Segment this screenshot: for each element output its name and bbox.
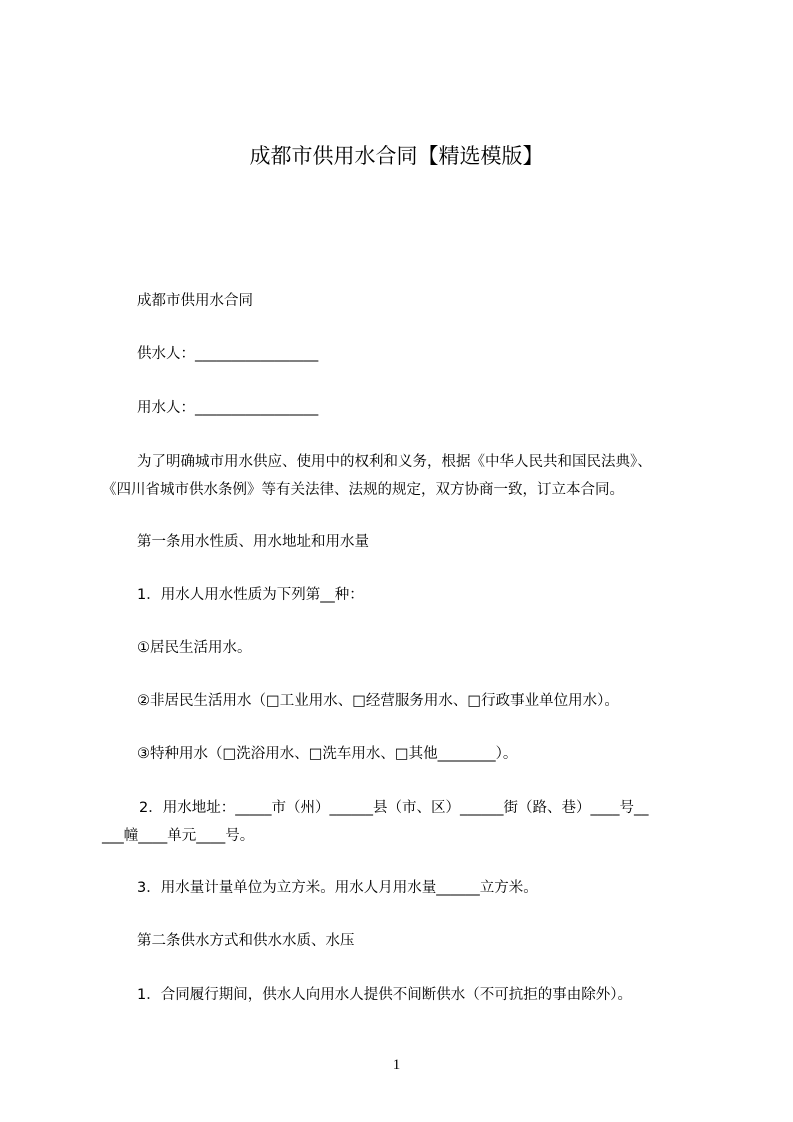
paragraph-item-1-2-line2: ___幢____单元____号。 (102, 828, 255, 844)
paragraph-option-special: ③特种用水（□洗浴用水、□洗车用水、□其他________）。 (137, 746, 518, 762)
paragraph-water-supplier: 供水人：_________________ (137, 346, 319, 362)
paragraph-item-2-1: 1．合同履行期间，供水人向用水人提供不间断供水（不可抗拒的事由除外）。 (137, 987, 632, 1003)
paragraph-article-one-heading: 第一条用水性质、用水地址和用水量 (137, 534, 369, 550)
paragraph-preamble-line2: 《四川省城市供水条例》等有关法律、法规的规定，双方协商一致，订立本合同。 (102, 482, 624, 498)
paragraph-item-1-3: 3．用水量计量单位为立方米。用水人月用水量______立方米。 (137, 880, 538, 896)
paragraph-preamble-line1: 为了明确城市用水供应、使用中的权利和义务，根据《中华人民共和国民法典》、 (137, 454, 652, 470)
document-title: 成都市供用水合同【精选模版】 (249, 144, 544, 168)
paragraph-contract-name: 成都市供用水合同 (137, 293, 253, 309)
page-number: 1 (392, 1057, 401, 1073)
paragraph-option-non-residential: ②非居民生活用水（□工业用水、□经营服务用水、□行政事业单位用水）。 (137, 693, 619, 709)
paragraph-item-1-2-line1: 2．用水地址：_____市（州）______县（市、区）______街（路、巷）____号__ (139, 800, 649, 816)
paragraph-article-two-heading: 第二条供水方式和供水水质、水压 (137, 933, 355, 949)
paragraph-water-user: 用水人：_________________ (137, 400, 319, 416)
paragraph-item-1-1: 1．用水人用水性质为下列第__种： (137, 587, 364, 603)
paragraph-option-residential: ①居民生活用水。 (137, 640, 252, 656)
